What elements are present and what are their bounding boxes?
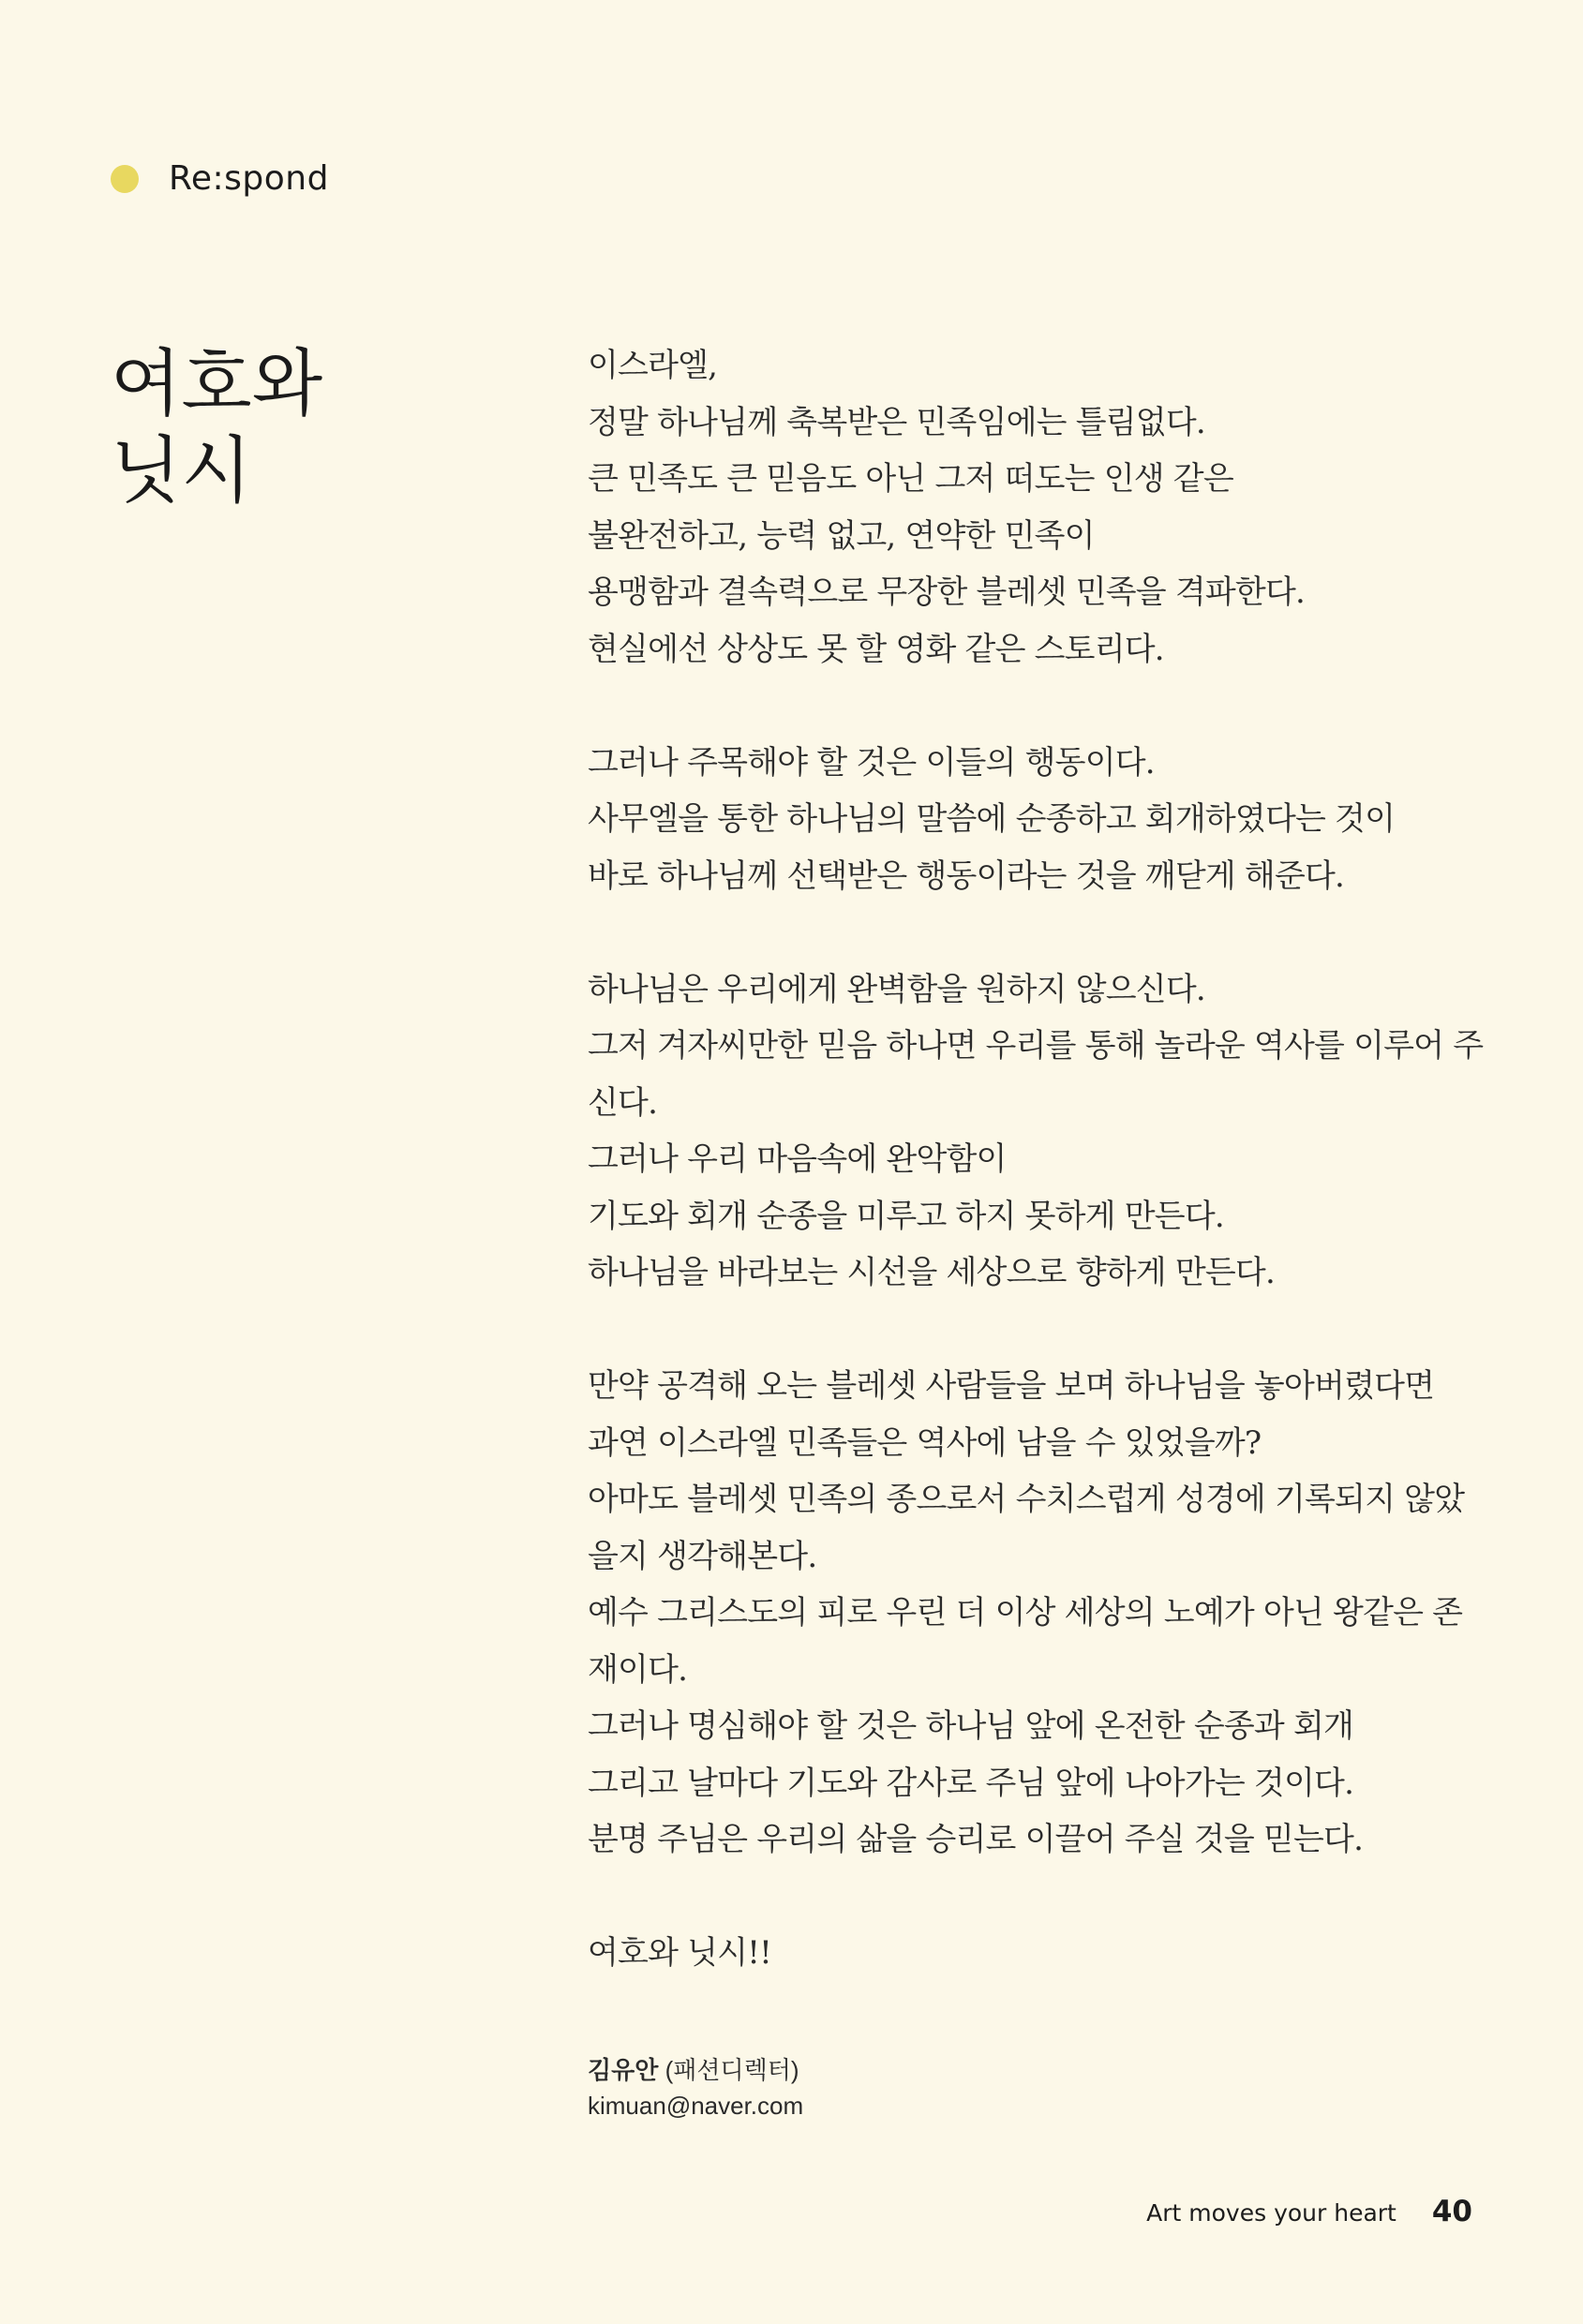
body-line: 재이다. — [588, 1650, 688, 1689]
body-line: 을지 생각해본다. — [588, 1537, 817, 1575]
stanza-5 — [588, 1925, 1487, 1982]
body-line: 하나님을 바라보는 시선을 세상으로 향하게 만든다. — [588, 1254, 1275, 1291]
stanza-4 — [588, 1358, 1487, 1869]
author-email: kimuan@naver.com — [588, 2092, 804, 2120]
body-line: 그러나 우리 마음속에 완악함이 — [588, 1140, 1007, 1178]
body-line: 그러나 명심해야 할 것은 하나님 앞에 온전한 순종과 회개 — [588, 1707, 1354, 1745]
author-role: (패션디렉터) — [665, 2056, 799, 2084]
body-line: 기도와 회개 순종을 미루고 하지 못하게 만든다. — [588, 1197, 1224, 1235]
stanza-2 — [588, 735, 1487, 905]
body-line: 만약 공격해 오는 블레셋 사람들을 보며 하나님을 놓아버렸다면 — [588, 1367, 1435, 1405]
body-line: 용맹함과 결속력으로 무장한 블레셋 민족을 격파한다. — [588, 574, 1306, 611]
stanza-3 — [588, 961, 1487, 1302]
body-line: 정말 하나님께 축복받은 민족임에는 틀림없다. — [588, 403, 1205, 441]
body-line: 불완전하고, 능력 없고, 연약한 민족이 — [588, 516, 1095, 555]
body-line: 예수 그리스도의 피로 우린 더 이상 세상의 노예가 아닌 왕같은 존 — [588, 1594, 1463, 1631]
author-info — [588, 2052, 803, 2123]
body-line: 현실에선 상상도 못 할 영화 같은 스토리다. — [588, 630, 1164, 668]
section-header — [111, 159, 329, 198]
body-line: 큰 민족도 큰 믿음도 아닌 그저 떠도는 인생 같은 — [588, 460, 1233, 498]
body-line: 하나님은 우리에게 완벽함을 원하지 않으신다. — [588, 970, 1205, 1008]
body-line: 이스라엘, — [588, 347, 718, 384]
article-title-line-1: 여호와 — [111, 342, 323, 426]
body-line: 그저 겨자씨만한 믿음 하나면 우리를 통해 놀라운 역사를 이루어 주 — [588, 1027, 1484, 1065]
body-line: 바로 하나님께 선택받은 행동이라는 것을 깨닫게 해준다. — [588, 857, 1345, 895]
body-line: 분명 주님은 우리의 삶을 승리로 이끌어 주실 것을 믿는다. — [588, 1821, 1364, 1858]
body-line: 아마도 블레셋 민족의 종으로서 수치스럽게 성경에 기록되지 않았 — [588, 1481, 1465, 1518]
page-number: 40 — [1431, 2195, 1472, 2228]
page-footer — [1146, 2195, 1472, 2228]
body-line: 여호와 닛시!! — [588, 1934, 771, 1972]
body-line: 그러나 주목해야 할 것은 이들의 행동이다. — [588, 743, 1155, 782]
body-line: 과연 이스라엘 민족들은 역사에 남을 수 있었을까? — [588, 1423, 1262, 1462]
author-name: 김유안 — [588, 2056, 659, 2084]
body-line: 사무엘을 통한 하나님의 말씀에 순종하고 회개하였다는 것이 — [588, 800, 1396, 838]
article-title-line-2: 닛시 — [111, 429, 252, 514]
article-body — [588, 337, 1487, 1982]
article-title — [111, 341, 322, 515]
body-line: 그리고 날마다 기도와 감사로 주님 앞에 나아가는 것이다. — [588, 1764, 1354, 1802]
stanza-1 — [588, 337, 1487, 678]
footer-tagline: Art moves your heart — [1146, 2199, 1396, 2227]
bullet-dot-icon — [111, 165, 139, 193]
section-label: Re:spond — [169, 159, 329, 198]
body-line: 신다. — [588, 1083, 658, 1122]
